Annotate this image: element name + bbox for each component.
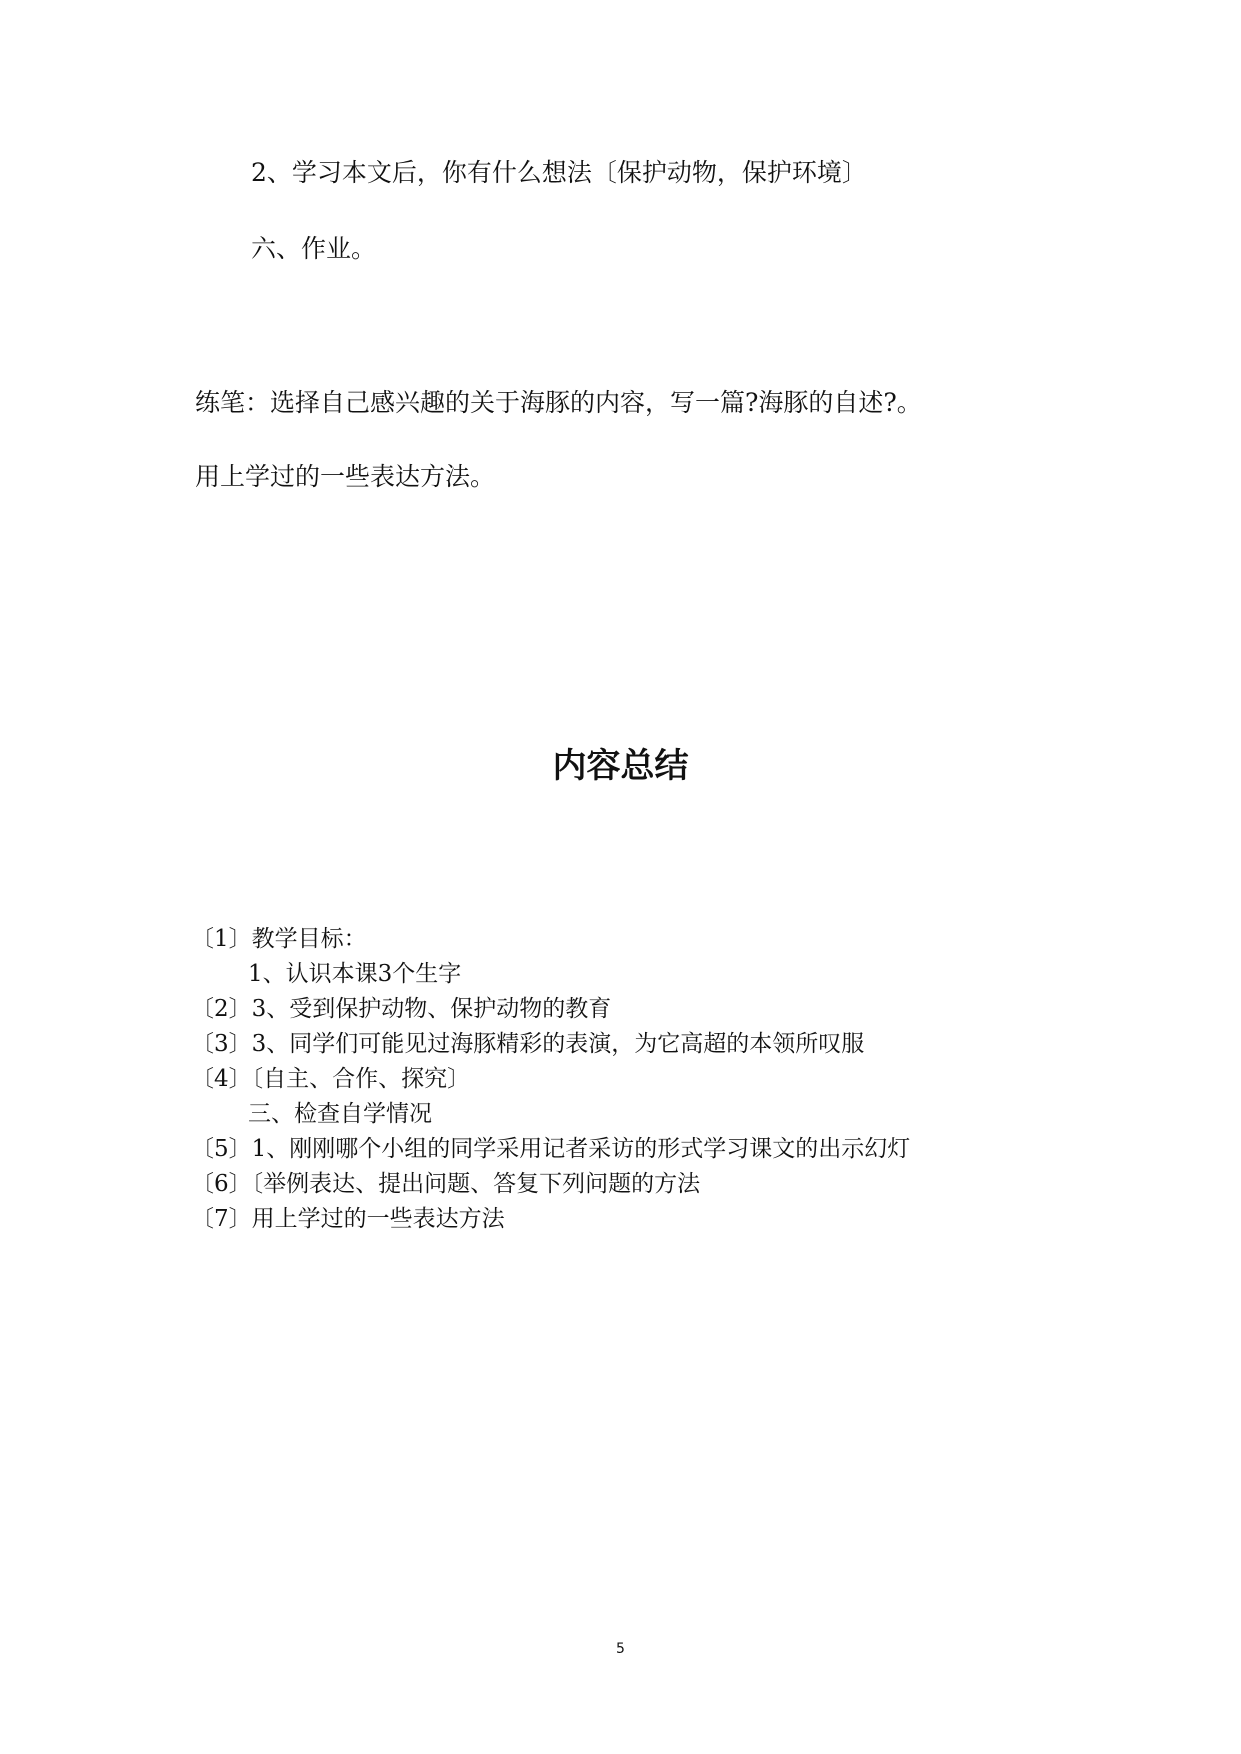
question-2-line: 2、学习本文后，你有什么想法〔保护动物，保护环境〕: [251, 158, 867, 187]
summary-item-2: 1、认识本课3个生字: [248, 961, 462, 987]
summary-title: 内容总结: [552, 746, 689, 786]
summary-item-3: 〔2〕3、受到保护动物、保护动物的教育: [191, 996, 612, 1022]
summary-item-9: 〔7〕用上学过的一些表达方法: [191, 1206, 505, 1232]
summary-item-8: 〔6〕〔举例表达、提出问题、答复下列问题的方法: [191, 1171, 701, 1197]
summary-item-5: 〔4〕〔自主、合作、探究〕: [191, 1066, 471, 1092]
writing-practice-line-1: 练笔：选择自己感兴趣的关于海豚的内容，写一篇?海豚的自述?。: [195, 388, 922, 417]
homework-heading: 六、作业。: [251, 234, 377, 263]
summary-item-6: 三、检查自学情况: [248, 1101, 432, 1127]
summary-item-4: 〔3〕3、同学们可能见过海豚精彩的表演，为它高超的本领所叹服: [191, 1031, 865, 1057]
summary-item-1: 〔1〕教学目标：: [191, 926, 367, 952]
writing-practice-line-2: 用上学过的一些表达方法。: [195, 462, 496, 491]
summary-item-7: 〔5〕1、刚刚哪个小组的同学采用记者采访的形式学习课文的出示幻灯: [191, 1136, 911, 1162]
page-number: 5: [616, 1641, 625, 1657]
